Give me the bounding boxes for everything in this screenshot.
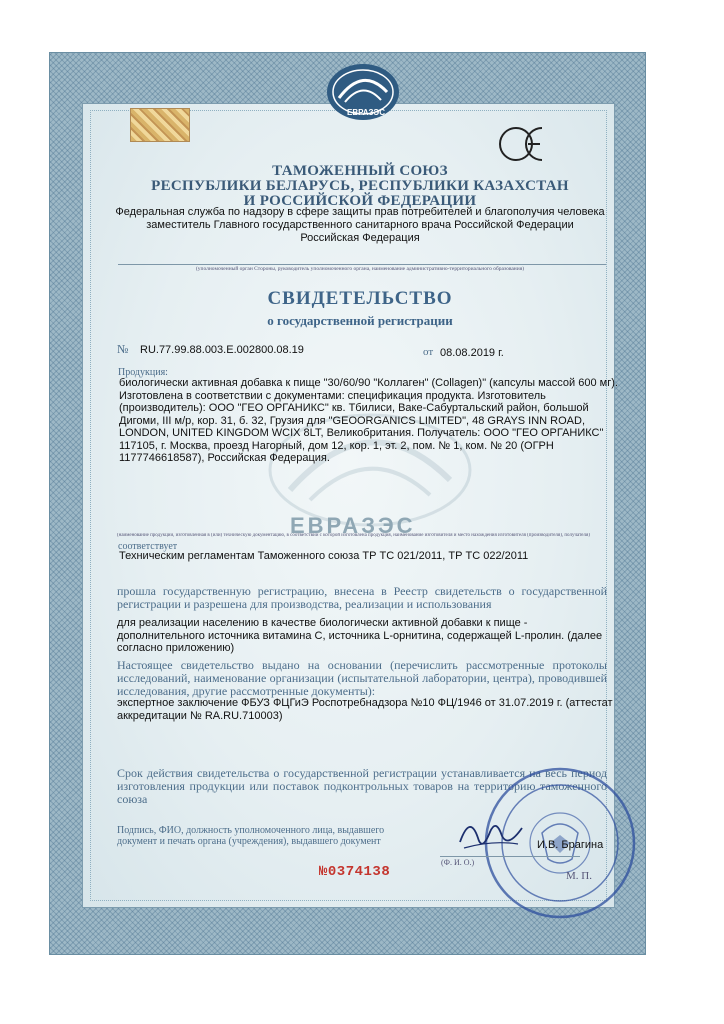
header-union — [100, 164, 620, 209]
product-label: Продукция: — [118, 367, 168, 378]
authority-line-2: заместитель Главного государственного санитарного врача Российской Федерации — [146, 219, 574, 231]
compliance-label: соответствует — [118, 541, 178, 552]
basis-documents: экспертное заключение ФБУЗ ФЦГиЭ Роспотребнадзора №10 ФЦ/1946 от 31.07.2019 г. (аттестат аккредитации № RA.RU.710003) — [117, 697, 613, 722]
seal-place-label: М. П. — [566, 870, 592, 882]
basis-preprinted: Настоящее свидетельство выдано на основании (перечислить рассмотренные протоколы исследований, наименование организации (испытательной лаборатории, центра), проводившей исследования, другие рассмотренные документы): — [117, 658, 607, 698]
validity-text: Срок действия свидетельства о государственной регистрации устанавливается на весь период изготовления продукции или поставок подконтрольных товаров на территорию таможенного союза — [117, 766, 607, 806]
certificate-date: 08.08.2019 г. — [440, 347, 504, 359]
handwritten-signature — [452, 808, 532, 858]
registration-preprinted: прошла государственную регистрацию, внесена в Реестр свидетельств о государственной регистрации и разрешена для производства, реализации и использования — [117, 584, 607, 611]
compliance-text: Техническим регламентам Таможенного союза ТР ТС 021/2011, ТР ТС 022/2011 — [119, 550, 529, 562]
authority-line-1: Федеральная служба по надзору в сфере защиты прав потребителей и благополучия человека — [115, 206, 605, 218]
number-label: № — [117, 342, 129, 356]
watermark-text: ЕВРАЗЭС — [290, 513, 416, 538]
serial-value: 0374138 — [327, 864, 391, 880]
authority-caption: (уполномоченный орган Стороны, руководитель уполномоченного органа, наименование административно-территориального образования) — [195, 266, 525, 272]
registration-purpose: для реализации населению в качестве биологически активной добавки к пище - дополнительного источника витамина С, источника L-орнитина, содержащей L-пролин. (далее согласно приложению) — [117, 617, 603, 654]
header-line-1: ТАМОЖЕННЫЙ СОЮЗ — [272, 163, 448, 179]
logo-text: ЕВРАЗЭС — [346, 108, 385, 117]
signature-caption: (Ф. И. О.) — [441, 858, 475, 867]
certificate-number: RU.77.99.88.003.Е.002800.08.19 — [140, 344, 304, 356]
header-line-3: И РОССИЙСКОЙ ФЕДЕРАЦИИ — [243, 193, 477, 209]
signature-rule — [440, 856, 580, 857]
certificate-title: СВИДЕТЕЛЬСТВО — [267, 288, 453, 309]
authority-block — [110, 206, 610, 245]
date-label: от — [423, 346, 434, 358]
authority-rule — [118, 264, 606, 265]
header-line-2: РЕСПУБЛИКИ БЕЛАРУСЬ, РЕСПУБЛИКИ КАЗАХСТАН — [151, 178, 569, 194]
serial-number — [319, 864, 390, 880]
product-caption: (наименование продукции, изготовленная в (или) техническую документацию, в соответствии с которой изготовлена продукция, наименование изготовителя и место нахождения изготовителя (производителя), получателя) — [117, 533, 590, 538]
authority-line-3: Российская Федерация — [300, 232, 420, 244]
eac-mark-icon — [498, 124, 554, 164]
serial-prefix: № — [319, 864, 328, 880]
product-description: биологически активная добавка к пище "30/60/90 "Коллаген" (Collagen)" (капсулы массой 600 мг). Изготовлена в соответствии с документами: спецификация продукта. Изготовитель (производитель): ООО "ГЕО ОРГАНИКС" кв. Тбилиси, Ваке-Сабуртальский район, большой Дигоми, III м/р, кор. 31, б. 32, Грузия для "GEOORGANICS LIMITED", 48 GRAYS INN ROAD, LONDON, UNITED KINGDOM WCIX 8LT, Великобритания. Получатель: ООО "ГЕО ОРГАНИКС" 117105, г. Москва, проезд Нагорный, дом 12, кор. 1, эт. 2, пом. № 1, ком. № 20 (ОГРН 1177746618587), Российская Федерация. — [119, 377, 618, 464]
certificate-subtitle: о государственной регистрации — [267, 313, 453, 328]
signatory-name: И.В. Брагина — [537, 839, 604, 851]
signature-preprinted: Подпись, ФИО, должность уполномоченного лица, выдавшего документ и печать органа (учреждения), выдавшего документ — [117, 825, 385, 847]
hologram-sticker — [130, 108, 190, 142]
